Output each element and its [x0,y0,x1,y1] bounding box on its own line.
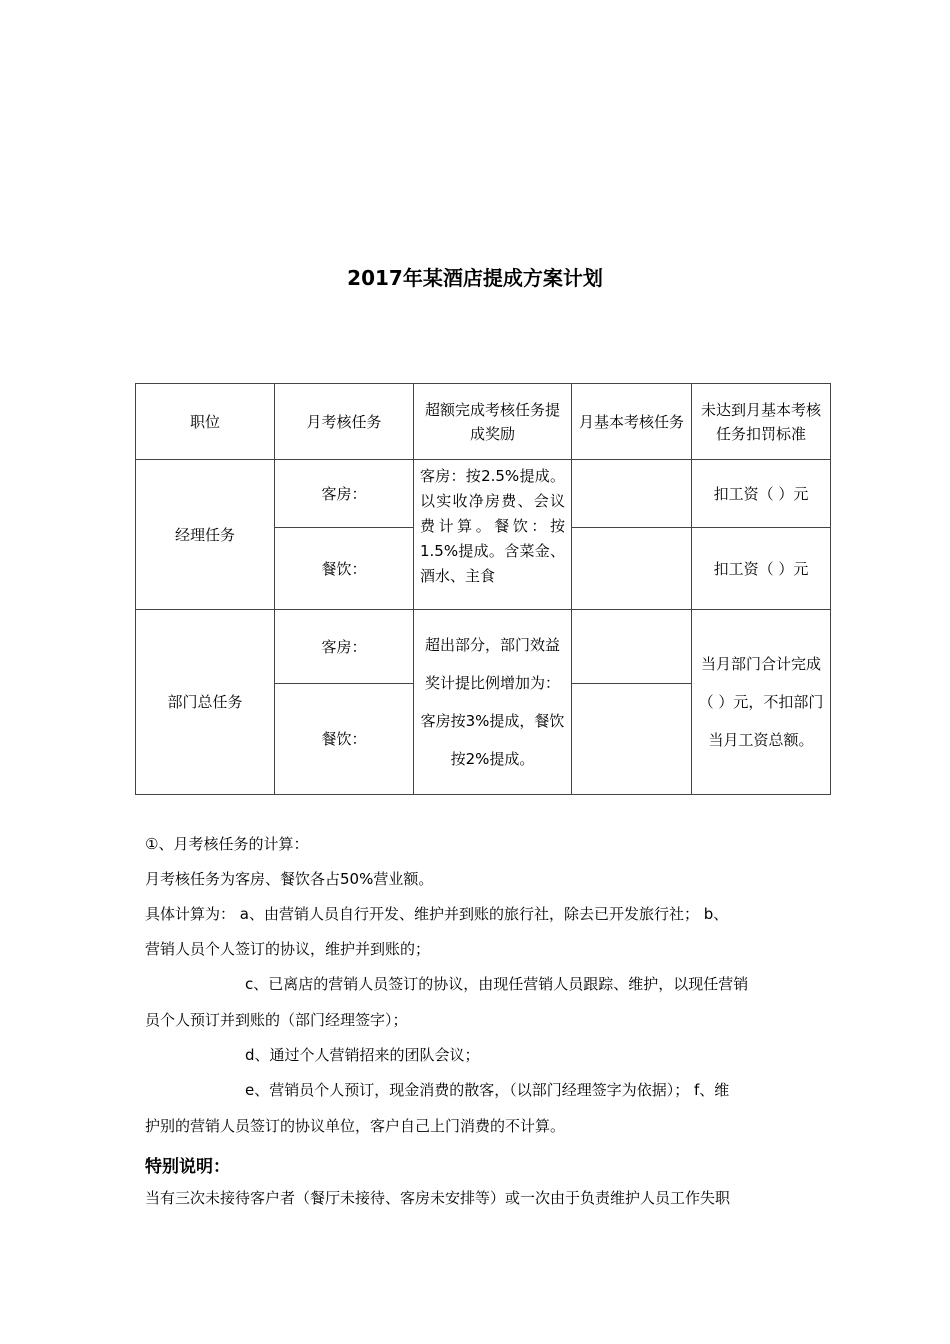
manager-room-basic-cell [572,460,692,528]
paragraph-3b: 营销人员个人签订的协议，维护并到账的； [145,940,431,958]
paragraph-6b: 护别的营销人员签订的协议单位，客户自己上门消费的不计算。 [145,1117,566,1135]
paragraph-4a: c、已离店的营销人员签订的协议，由现任营销人员跟踪、维护，以现任营销 [245,975,749,993]
manager-position-cell: 经理任务 [136,460,275,610]
table-row [136,610,831,684]
manager-dining-basic-cell [572,528,692,610]
department-dining-basic-cell [572,684,692,795]
department-room-basic-cell [572,610,692,684]
manager-bonus-cell: 客房：按2.5%提成。以实收净房费、会议费计算。餐饮：按1.5%提成。含菜金、酒水、主食 [414,460,572,610]
manager-room-penalty-cell: 扣工资（ ）元 [692,460,831,528]
paragraph-7: 当有三次未接待客户者（餐厅未接待、客房未安排等）或一次由于负责维护人员工作失职 [145,1189,731,1207]
commission-table [135,383,831,795]
department-bonus-cell: 超出部分，部门效益奖计提比例增加为：客房按3%提成，餐饮按2%提成。 [414,610,572,795]
department-dining-cell: 餐饮： [275,684,414,795]
document-title: 2017年某酒店提成方案计划 [347,266,603,290]
manager-room-cell: 客房： [275,460,414,528]
header-position: 职位 [136,384,275,460]
table-row [136,460,831,528]
header-excess-bonus: 超额完成考核任务提成奖励 [414,384,572,460]
header-penalty: 未达到月基本考核任务扣罚标准 [692,384,831,460]
manager-dining-penalty-cell: 扣工资（ ）元 [692,528,831,610]
manager-dining-cell: 餐饮： [275,528,414,610]
table-header-row [136,384,831,460]
department-room-cell: 客房： [275,610,414,684]
special-note-heading: 特别说明： [145,1157,230,1177]
header-basic-task: 月基本考核任务 [572,384,692,460]
header-monthly-task: 月考核任务 [275,384,414,460]
paragraph-1: ①、月考核任务的计算： [145,835,309,853]
paragraph-6a: e、营销员个人预订，现金消费的散客，（以部门经理签字为依据）； f、维 [245,1081,730,1099]
department-penalty-cell: 当月部门合计完成 （ ）元，不扣部门当月工资总额。 [692,610,831,795]
paragraph-4b: 员个人预订并到账的（部门经理签字）； [145,1011,408,1029]
paragraph-2: 月考核任务为客房、餐饮各占50%营业额。 [145,870,434,888]
paragraph-5: d、通过个人营销招来的团队会议； [245,1046,480,1064]
paragraph-3a: 具体计算为： a、由营销人员自行开发、维护并到账的旅行社，除去已开发旅行社； b、 [145,905,729,923]
department-position-cell: 部门总任务 [136,610,275,795]
